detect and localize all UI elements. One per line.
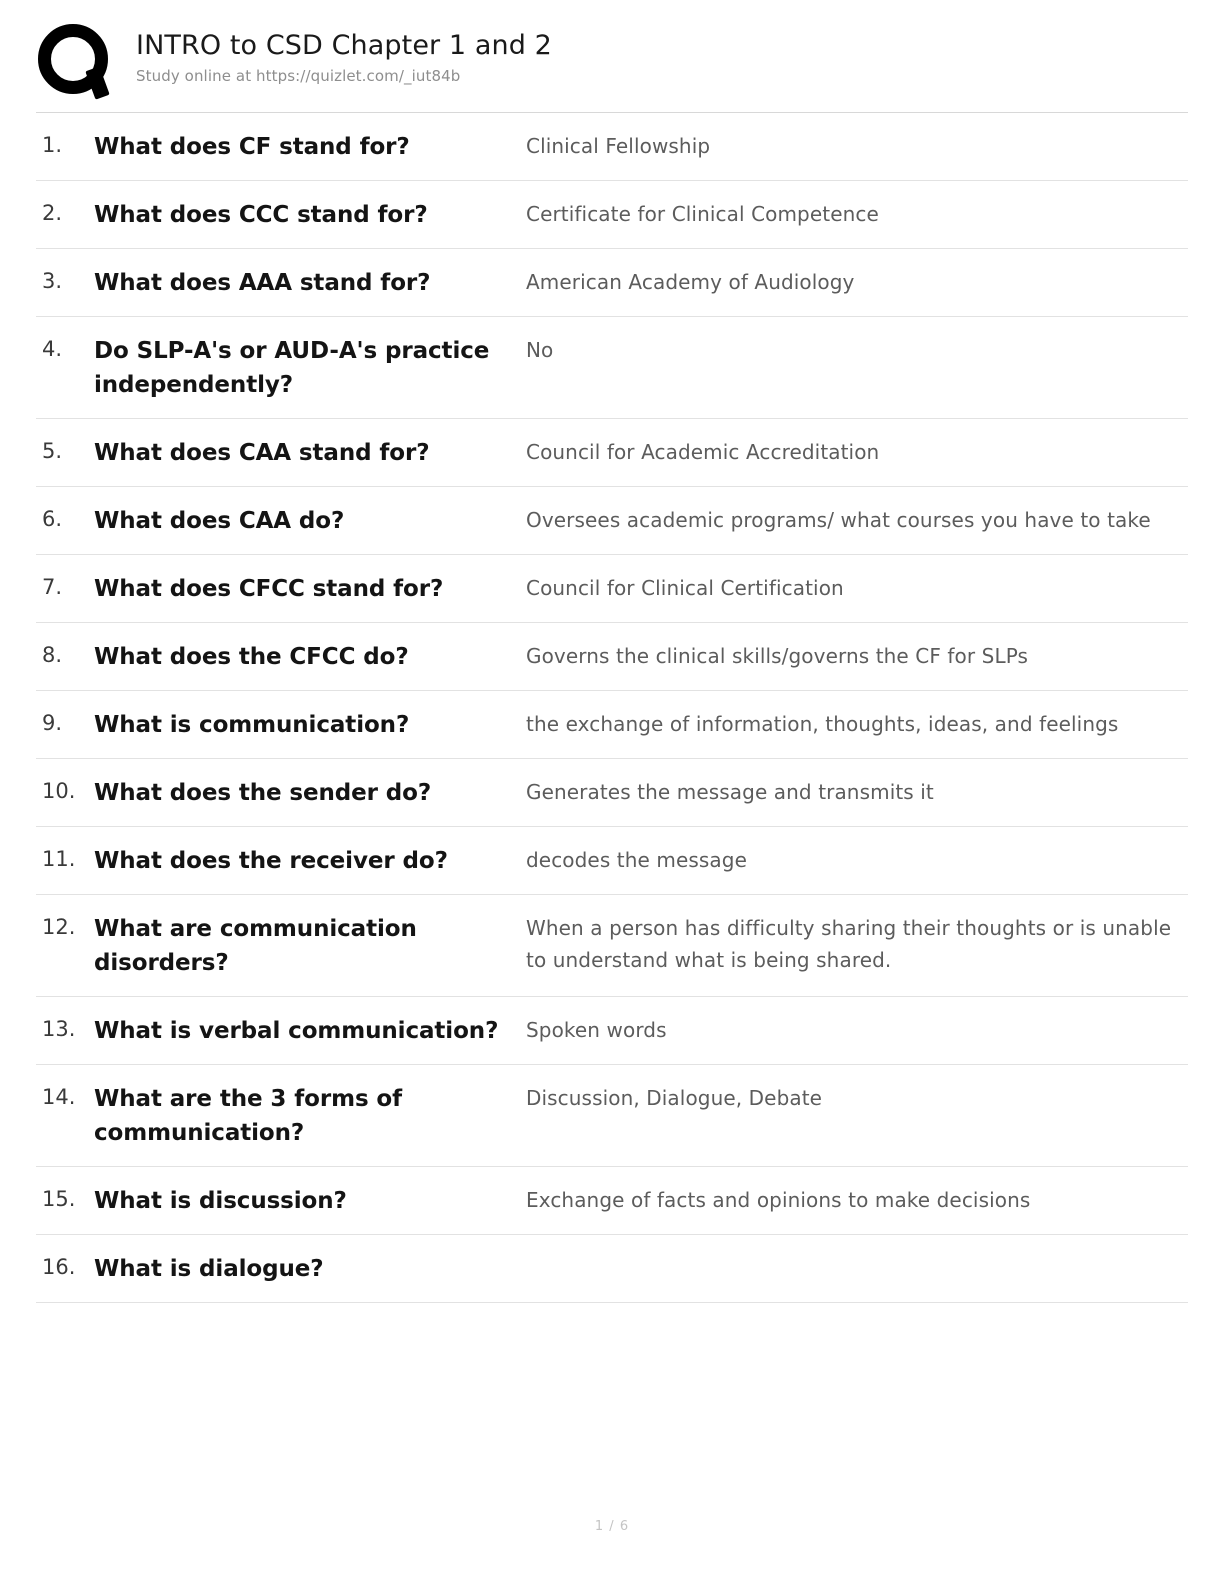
row-term: What does CF stand for?	[94, 134, 410, 160]
row-number: 15.	[42, 1187, 76, 1211]
row-number: 9.	[42, 711, 63, 735]
table-row	[36, 623, 1188, 691]
row-definition: Exchange of facts and opinions to make decisions	[526, 1188, 1031, 1212]
row-number: 8.	[42, 643, 63, 667]
page-title: INTRO to CSD Chapter 1 and 2	[136, 30, 552, 61]
table-row	[36, 317, 1188, 419]
row-number: 4.	[42, 337, 63, 361]
study-link-subtitle[interactable]: Study online at https://quizlet.com/_iut84b	[136, 67, 461, 85]
row-term: What are communication disorders?	[94, 916, 417, 976]
row-term: Do SLP-A's or AUD-A's practice independently?	[94, 338, 490, 398]
table-row	[36, 1065, 1188, 1167]
table-row	[36, 113, 1188, 181]
row-definition: Clinical Fellowship	[526, 134, 711, 158]
row-number: 6.	[42, 507, 63, 531]
table-row	[36, 181, 1188, 249]
row-term: What does CAA stand for?	[94, 440, 430, 466]
flashcard-table-body	[36, 113, 1188, 1306]
row-number: 12.	[42, 915, 76, 939]
row-number: 3.	[42, 269, 63, 293]
row-definition: Council for Clinical Certification	[526, 576, 844, 600]
table-row	[36, 1167, 1188, 1235]
row-term: What does AAA stand for?	[94, 270, 431, 296]
row-definition: decodes the message	[526, 848, 747, 872]
table-row	[36, 759, 1188, 827]
row-number: 14.	[42, 1085, 76, 1109]
row-number: 2.	[42, 201, 63, 225]
row-number: 5.	[42, 439, 63, 463]
table-row	[36, 419, 1188, 487]
row-number: 11.	[42, 847, 76, 871]
row-term: What is dialogue?	[94, 1256, 324, 1282]
row-term: What is discussion?	[94, 1188, 347, 1214]
row-term: What does the receiver do?	[94, 848, 448, 874]
row-number: 1.	[42, 133, 63, 157]
flashcard-table	[36, 112, 1188, 1305]
logo-tail	[85, 66, 109, 99]
row-term: What does CAA do?	[94, 508, 345, 534]
quizlet-logo-icon	[38, 24, 116, 102]
row-term: What does CFCC stand for?	[94, 576, 444, 602]
table-row	[36, 997, 1188, 1065]
row-number: 10.	[42, 779, 76, 803]
table-bottom-rule	[36, 1303, 1188, 1306]
table-row	[36, 555, 1188, 623]
row-term: What is communication?	[94, 712, 410, 738]
row-definition	[526, 1235, 1188, 1303]
row-definition: American Academy of Audiology	[526, 270, 855, 294]
page-number: 1 / 6	[594, 1519, 630, 1534]
row-definition: When a person has difficulty sharing their thoughts or is unable to understand what is being shared.	[526, 916, 1172, 972]
table-row	[36, 487, 1188, 555]
row-definition: Generates the message and transmits it	[526, 780, 934, 804]
row-definition: Discussion, Dialogue, Debate	[526, 1086, 823, 1110]
row-definition: Oversees academic programs/ what courses you have to take	[526, 508, 1151, 532]
bottom-rule-cell	[36, 1303, 1188, 1306]
row-definition: the exchange of information, thoughts, ideas, and feelings	[526, 712, 1119, 736]
row-term: What does CCC stand for?	[94, 202, 428, 228]
row-definition: No	[526, 338, 554, 362]
row-term: What does the CFCC do?	[94, 644, 409, 670]
row-definition: Governs the clinical skills/governs the CF for SLPs	[526, 644, 1029, 668]
row-term: What are the 3 forms of communication?	[94, 1086, 403, 1146]
table-row	[36, 1235, 1188, 1303]
document-header	[36, 0, 1188, 112]
row-number: 16.	[42, 1255, 76, 1279]
row-definition: Certificate for Clinical Competence	[526, 202, 879, 226]
table-row	[36, 895, 1188, 997]
row-definition: Council for Academic Accreditation	[526, 440, 880, 464]
row-number: 7.	[42, 575, 63, 599]
row-term: What does the sender do?	[94, 780, 432, 806]
row-term: What is verbal communication?	[94, 1018, 499, 1044]
header-text-block	[136, 22, 552, 86]
row-number: 13.	[42, 1017, 76, 1041]
table-row	[36, 691, 1188, 759]
table-row	[36, 827, 1188, 895]
table-row	[36, 249, 1188, 317]
row-definition: Spoken words	[526, 1018, 667, 1042]
